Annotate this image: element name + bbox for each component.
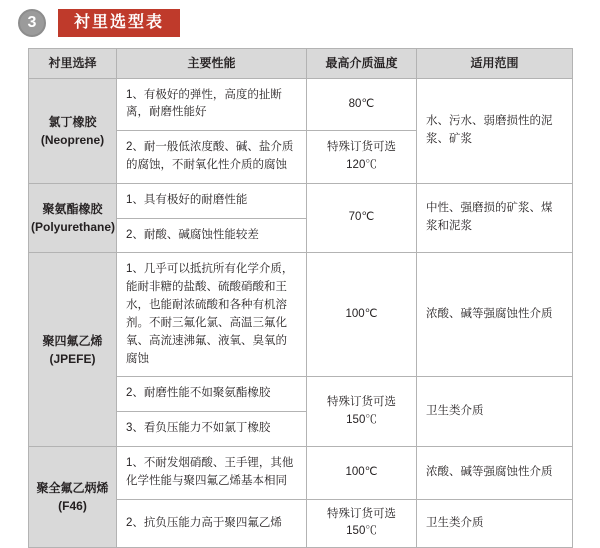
cell-performance: 1、有极好的弹性，高度的扯断离，耐磨性能好	[117, 78, 307, 131]
cell-temperature: 特殊订货可选150℃	[307, 499, 417, 548]
cell-range: 浓酸、碱等强腐蚀性介质	[417, 446, 573, 499]
cell-performance: 2、耐磨性能不如聚氨酯橡胶	[117, 377, 307, 412]
table-header-row	[29, 49, 573, 79]
table-row	[29, 78, 573, 131]
cell-temperature: 70℃	[307, 183, 417, 253]
table-header	[29, 49, 573, 79]
table-row	[29, 183, 573, 218]
table-row	[29, 446, 573, 499]
cell-performance: 2、耐酸、碱腐蚀性能较差	[117, 218, 307, 253]
cell-temperature: 特殊订货可选120℃	[307, 131, 417, 184]
cell-performance: 1、不耐发烟硝酸、王手锂，其他化学性能与聚四氟乙烯基本相同	[117, 446, 307, 499]
cell-material-polyurethane: 聚氨酯橡胶 (Polyurethane)	[29, 183, 117, 253]
cell-performance: 3、看负压能力不如氯丁橡胶	[117, 412, 307, 447]
cell-temperature: 100℃	[307, 253, 417, 377]
cell-temperature: 100℃	[307, 446, 417, 499]
cell-material-ptfe: 聚四氟乙烯 (JPEFE)	[29, 253, 117, 447]
cell-range: 卫生类介质	[417, 499, 573, 548]
cell-range: 浓酸、碱等强腐蚀性介质	[417, 253, 573, 377]
cell-temperature: 特殊订货可选150℃	[307, 377, 417, 447]
cell-performance: 2、抗负压能力高于聚四氟乙烯	[117, 499, 307, 548]
column-header-applicable-range: 适用范围	[417, 49, 573, 79]
table-body	[29, 78, 573, 548]
section-number-badge: 3	[18, 9, 46, 37]
page-title: 衬里选型表	[58, 9, 180, 38]
column-header-lining-choice: 衬里选择	[29, 49, 117, 79]
column-header-main-performance: 主要性能	[117, 49, 307, 79]
cell-temperature: 80℃	[307, 78, 417, 131]
cell-material-f46: 聚全氟乙炳烯 (F46)	[29, 446, 117, 547]
cell-material-neoprene: 氯丁橡胶 (Neoprene)	[29, 78, 117, 183]
column-header-max-temperature: 最高介质温度	[307, 49, 417, 79]
cell-range: 水、污水、弱磨损性的泥浆、矿浆	[417, 78, 573, 183]
lining-selection-table	[28, 48, 573, 548]
page-header	[18, 8, 180, 38]
table-row	[29, 253, 573, 377]
cell-range: 卫生类介质	[417, 377, 573, 447]
cell-performance: 1、几乎可以抵抗所有化学介质，能耐非糖的盐酸、硫酸硝酸和王水，也能耐浓硫酸和各种有机溶剂。不耐三氟化氯、高温三氟化氧、高流速沸氟、液氧、臭氧的腐蚀	[117, 253, 307, 377]
cell-range: 中性、强磨损的矿浆、煤浆和泥浆	[417, 183, 573, 253]
cell-performance: 1、具有极好的耐磨性能	[117, 183, 307, 218]
lining-selection-table-wrap	[28, 48, 572, 548]
cell-performance: 2、耐一般低浓度酸、碱、盐介质的腐蚀，不耐氧化性介质的腐蚀	[117, 131, 307, 184]
